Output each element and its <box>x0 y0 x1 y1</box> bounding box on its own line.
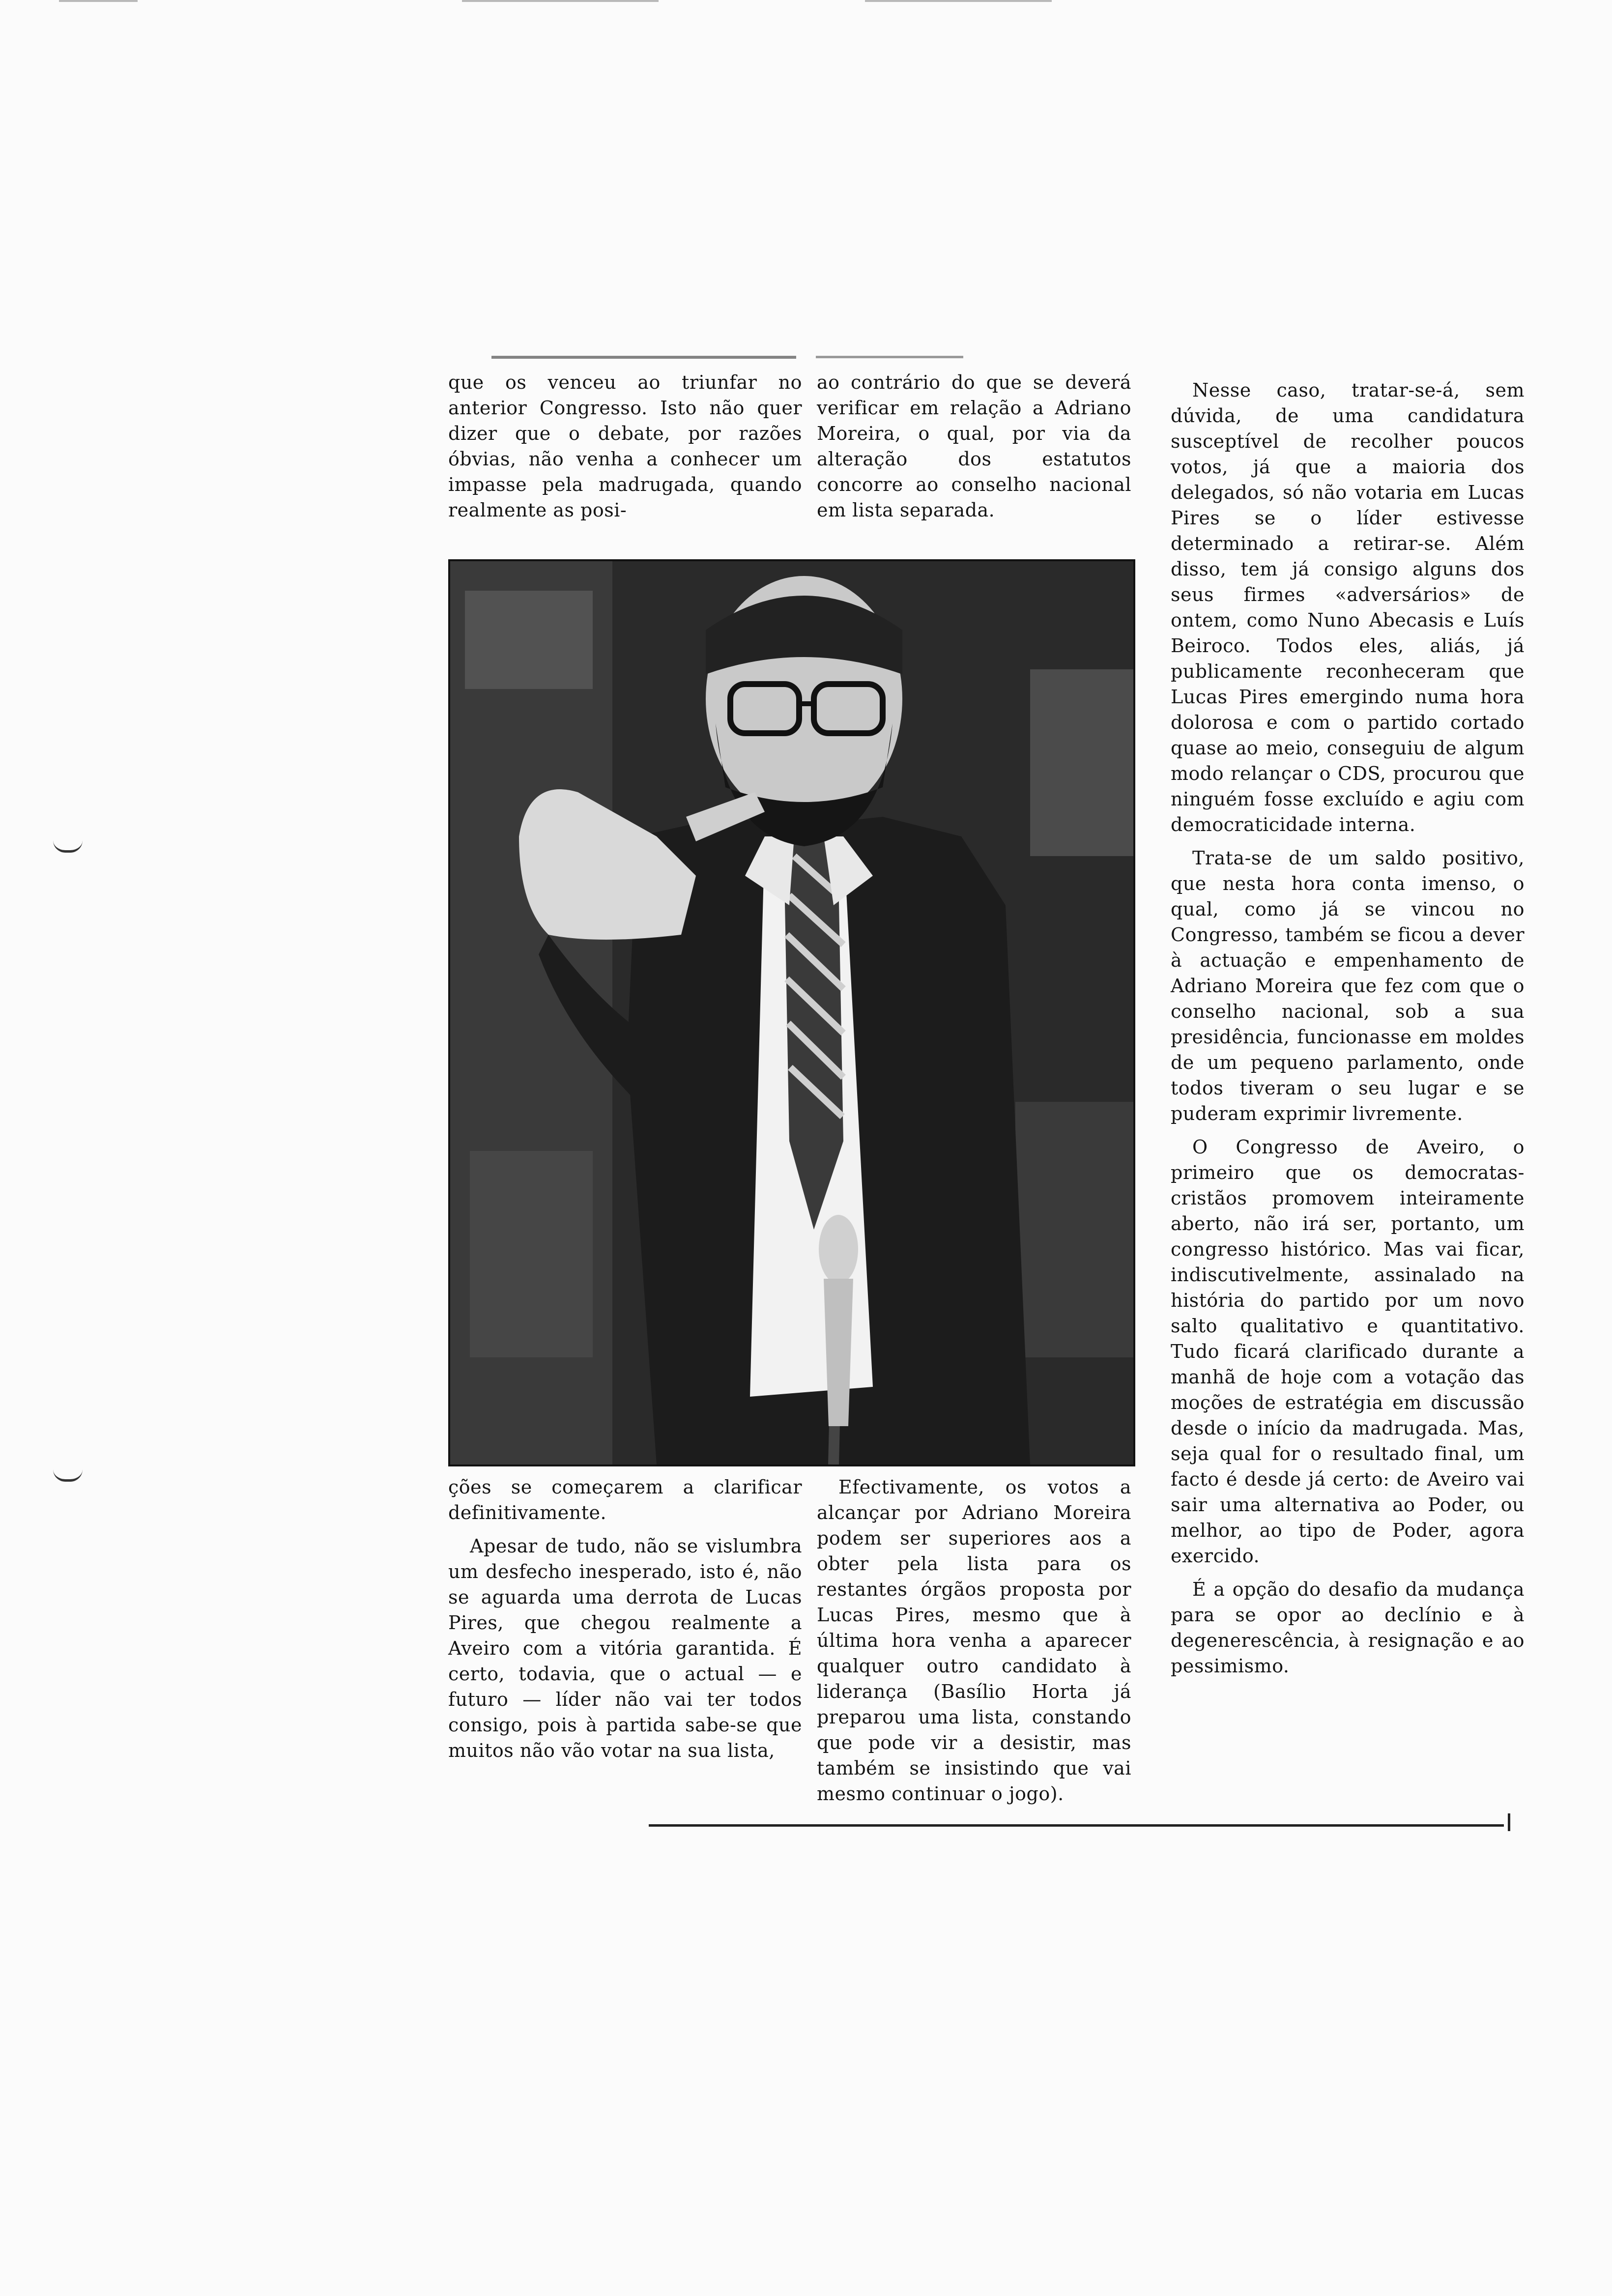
paragraph: ções se começarem a clarificar definitivamente. <box>448 1476 802 1523</box>
paragraph: O Congresso de Aveiro, o primeiro que os democratas-cristãos promovem inteiramente aberto, não irá ser, portanto, um congresso histórico. Mas vai ficar, indiscutivelmente, assinalado na história do partido por um novo salto qualitativo e quantitativo. Tudo ficará clarificado durante a manhã de hoje com a votação das moções de estratégia em discussão desde o início da madrugada. Mas, seja qual for o resultado final, um facto é desde já certo: de Aveiro vai sair uma alternativa ao Poder, ou melhor, ao tipo de Poder, agora exercido. <box>1171 1136 1525 1567</box>
article-column-2-top <box>817 370 1131 523</box>
paragraph: Trata-se de um saldo positivo, que nesta hora conta imenso, o qual, como já se vincou no Congresso, também se ficou a dever à actuação e empenhamento de Adriano Moreira que fez com que o conselho nacional, sob a sua presidência, funcionasse em moldes de um pequeno parlamento, onde todos tiveram o seu lugar e se puderam exprimir livremente. <box>1171 847 1525 1124</box>
paragraph: Efectivamente, os votos a alcançar por Adriano Moreira podem ser superiores aos a obter pela lista para os restantes órgãos proposta por Lucas Pires, mesmo que à última hora venha a aparecer qualquer outro candidato à liderança (Basílio Horta já preparou uma lista, constando que pode vir a desistir, mas também se insistindo que vai mesmo continuar o jogo). <box>817 1476 1131 1805</box>
scan-edge-mark <box>865 0 1052 2</box>
binder-hole-mark <box>53 1469 83 1482</box>
article-column-1-bottom <box>448 1474 802 1763</box>
scan-edge-mark <box>59 0 138 2</box>
scan-edge-mark <box>462 0 659 2</box>
paragraph: É a opção do desafio da mudança para se opor ao declínio e à degenerescência, à resignação e ao pessimismo. <box>1171 1578 1525 1677</box>
top-rule <box>816 356 963 358</box>
article-column-1-top <box>448 370 802 523</box>
paragraph: ao contrário do que se deverá verificar em relação a Adriano Moreira, o qual, por via da alteração dos estatutos concorre ao conselho nacional em lista separada. <box>817 372 1131 521</box>
photo-illustration <box>450 561 1133 1464</box>
article-column-2-bottom <box>817 1474 1131 1807</box>
binder-hole-mark <box>53 840 83 853</box>
paragraph: Apesar de tudo, não se vislumbra um desfecho inesperado, isto é, não se aguarda uma derrota de Lucas Pires, que chegou realmente a Aveiro com a vitória garantida. É certo, todavia, que o actual — e futuro — líder não vai ter todos consigo, pois à partida sabe-se que muitos não vão votar na sua lista, <box>448 1535 802 1761</box>
bottom-rule-tick <box>1508 1813 1510 1831</box>
paragraph: que os venceu ao triunfar no anterior Congresso. Isto não quer dizer que o debate, por razões óbvias, não venha a conhecer um impasse pela madrugada, quando realmente as posi- <box>448 372 802 521</box>
article-column-3 <box>1171 377 1525 1679</box>
top-rule <box>491 356 796 359</box>
bottom-rule <box>649 1824 1504 1827</box>
news-photo <box>448 559 1135 1466</box>
paragraph: Nesse caso, tratar-se-á, sem dúvida, de uma candidatura susceptível de recolher poucos votos, já que a maioria dos delegados, só não votaria em Lucas Pires se o líder estivesse determinado a retirar-se. Além disso, tem já consigo alguns dos seus firmes «adversários» de ontem, como Nuno Abecasis e Luís Beiroco. Todos eles, aliás, já publicamente reconheceram que Lucas Pires emergindo numa hora dolorosa e com o partido cortado quase ao meio, conseguiu de algum modo relançar o CDS, procurou que ninguém fosse excluído e agiu com democraticidade interna. <box>1171 379 1525 835</box>
